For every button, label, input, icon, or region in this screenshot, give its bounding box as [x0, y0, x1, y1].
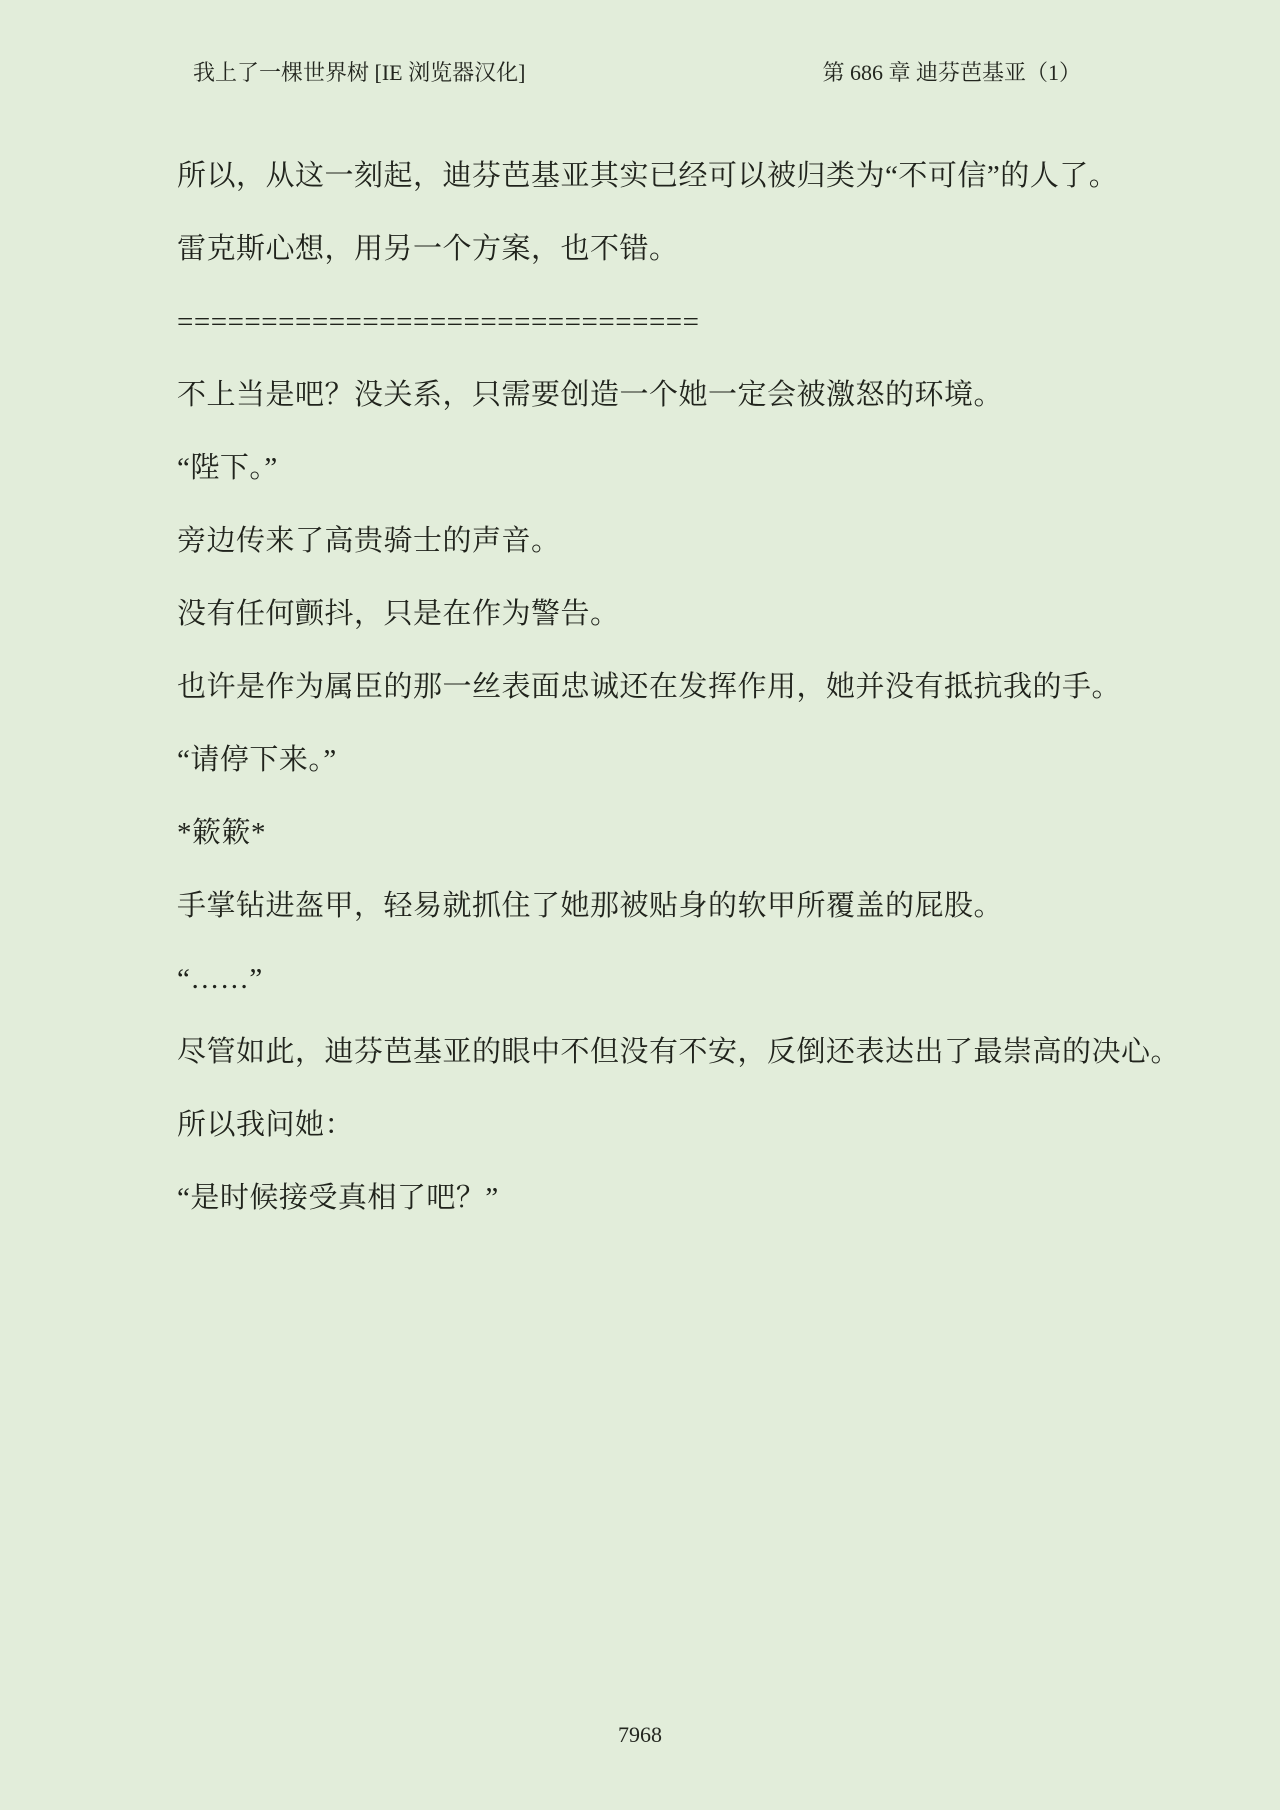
divider-line: ===============================: [177, 306, 700, 338]
paragraph: “陛下。”: [177, 452, 278, 484]
paragraph: 所以我问她：: [177, 1109, 355, 1141]
book-title: 我上了一棵世界树 [IE 浏览器汉化]: [193, 60, 526, 85]
page-number: 7968: [618, 1722, 662, 1747]
paragraph: 所以，从这一刻起，迪芬芭基亚其实已经可以被归类为“不可信”的人了。: [177, 160, 1119, 192]
paragraph: 雷克斯心想，用另一个方案，也不错。: [177, 233, 679, 265]
chapter-text: [177, 140, 1187, 1235]
paragraph: “是时候接受真相了吧？”: [177, 1182, 499, 1214]
paragraph: 没有任何颤抖，只是在作为警告。: [177, 598, 620, 630]
paragraph: “……”: [177, 963, 263, 995]
chapter-title: 第 686 章 迪芬芭基亚（1）: [822, 60, 1081, 85]
paragraph: 不上当是吧？没关系，只需要创造一个她一定会被激怒的环境。: [177, 379, 1004, 411]
paragraph: *簌簌*: [177, 817, 267, 849]
page-header: [193, 58, 1081, 88]
paragraph: 手掌钻进盔甲，轻易就抓住了她那被贴身的软甲所覆盖的屁股。: [177, 890, 1004, 922]
paragraph: 旁边传来了高贵骑士的声音。: [177, 525, 561, 557]
paragraph: 尽管如此，迪芬芭基亚的眼中不但没有不安，反倒还表达出了最崇高的决心。: [177, 1036, 1181, 1068]
paragraph: “请停下来。”: [177, 744, 337, 776]
paragraph: 也许是作为属臣的那一丝表面忠诚还在发挥作用，她并没有抵抗我的手。: [177, 671, 1122, 703]
